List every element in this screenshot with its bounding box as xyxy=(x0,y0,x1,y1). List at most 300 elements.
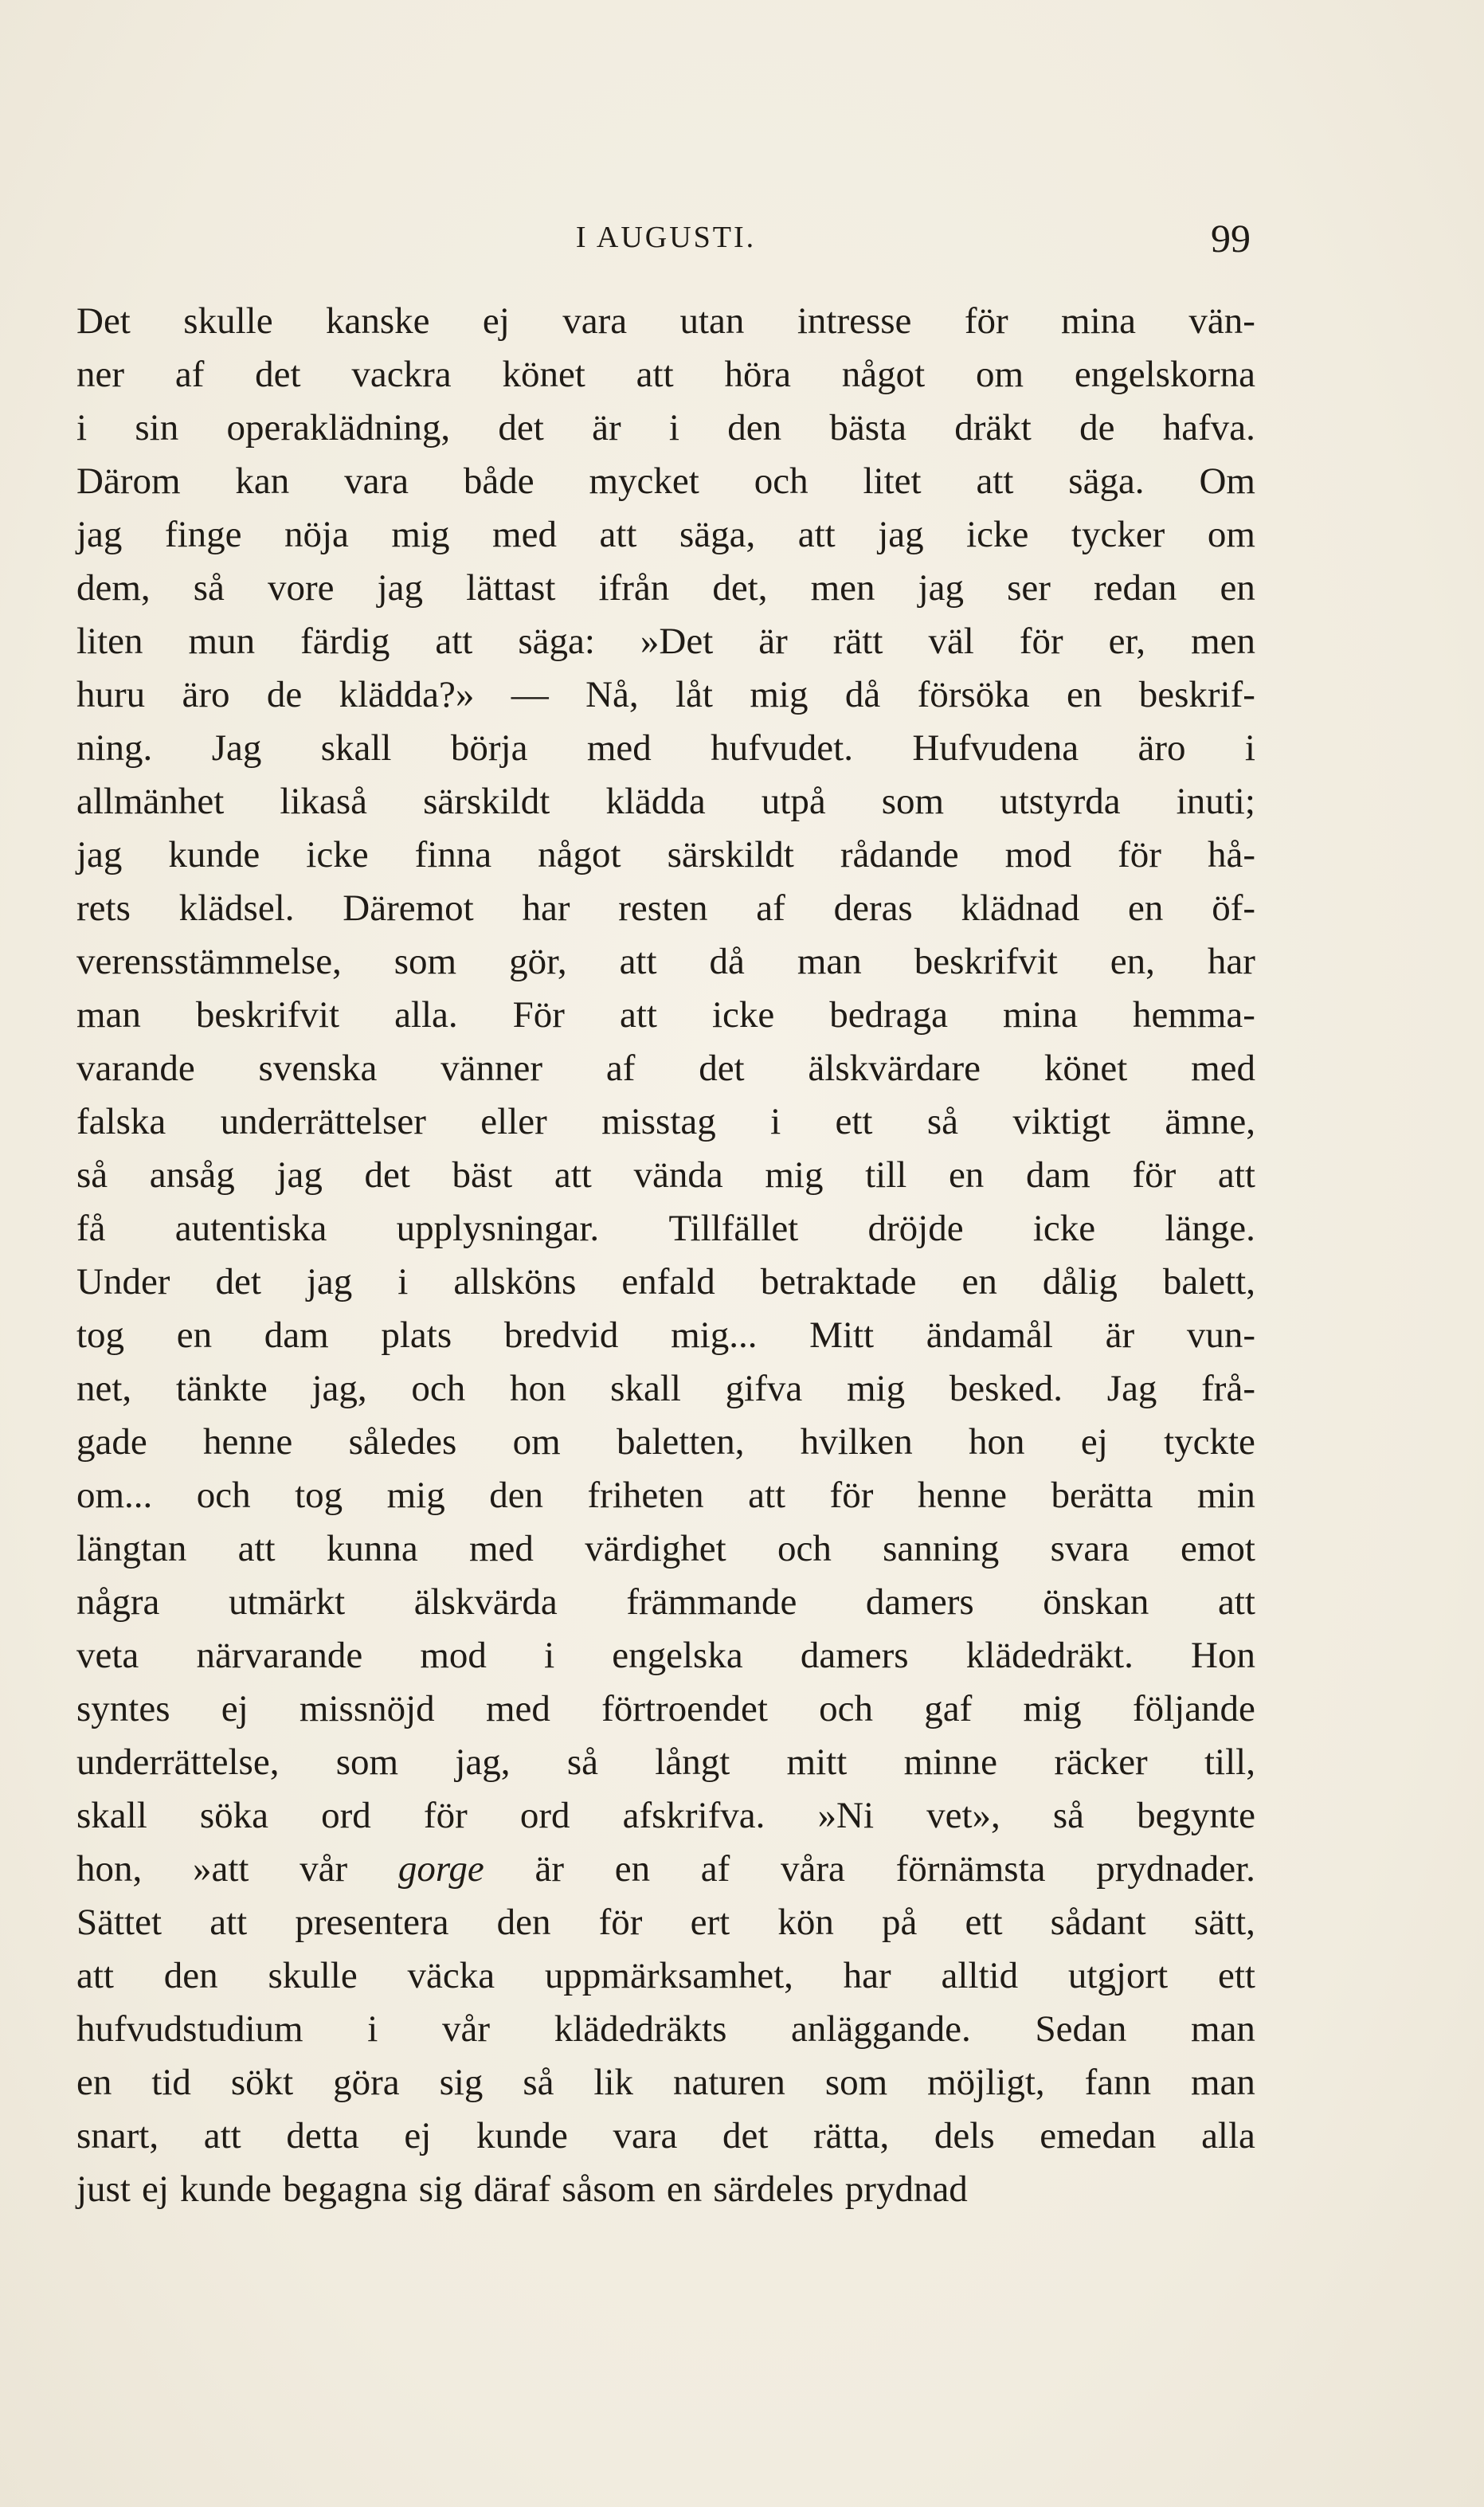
word: ett xyxy=(1218,1955,1255,1996)
word: ord xyxy=(321,1795,371,1836)
text-line xyxy=(76,1736,1255,1789)
word: följande xyxy=(1132,1688,1255,1729)
word: balett, xyxy=(1162,1261,1255,1302)
word: låt xyxy=(675,674,713,715)
text-line xyxy=(76,828,1255,882)
word: om xyxy=(512,1421,561,1463)
word: bäst xyxy=(452,1154,513,1196)
word: »Det xyxy=(640,621,714,662)
word: Hufvudena xyxy=(912,727,1079,769)
word: henne xyxy=(203,1421,293,1463)
word: i xyxy=(668,407,679,449)
word: tog xyxy=(76,1314,125,1356)
word: ej xyxy=(482,300,510,342)
word: misstag xyxy=(601,1101,716,1142)
word: att xyxy=(976,460,1014,502)
word: man xyxy=(1191,2008,1255,2050)
word: Därom xyxy=(76,460,181,502)
word: kunde xyxy=(168,834,260,875)
word: uppmärksamhet, xyxy=(544,1955,793,1996)
word: prydnader. xyxy=(1096,1848,1255,1890)
word: i xyxy=(367,2008,378,2050)
word: naturen xyxy=(672,2062,785,2103)
word: gör, xyxy=(509,941,567,982)
word: jag, xyxy=(311,1368,367,1409)
word: Jag xyxy=(211,727,262,769)
word: alltid xyxy=(941,1955,1019,1996)
word: falska xyxy=(76,1101,166,1142)
word: sådant xyxy=(1050,1902,1146,1943)
word: att xyxy=(599,514,637,555)
word: att xyxy=(619,994,657,1036)
word: vara xyxy=(562,300,628,342)
word: ej xyxy=(221,1688,249,1729)
word: dam xyxy=(264,1314,329,1356)
word: kön xyxy=(777,1902,834,1943)
word: dröjde xyxy=(867,1208,964,1249)
word: dålig xyxy=(1042,1261,1118,1302)
word: ifrån xyxy=(598,567,670,609)
word: mod xyxy=(1004,834,1072,875)
word: icke xyxy=(966,514,1029,555)
word: beskrifvit xyxy=(914,941,1058,982)
word: förtroendet xyxy=(601,1688,768,1729)
text-line xyxy=(76,668,1255,722)
word: utstyrda xyxy=(1000,781,1121,822)
text-line xyxy=(76,508,1255,562)
word: med xyxy=(1191,1048,1255,1089)
word: främmande xyxy=(626,1581,797,1623)
word: nöja xyxy=(284,514,349,555)
word: räcker xyxy=(1054,1741,1148,1783)
word: det xyxy=(722,2115,769,2156)
word: och xyxy=(411,1368,466,1409)
word: dels xyxy=(934,2115,995,2156)
word: skulle xyxy=(268,1955,358,1996)
word: rätt xyxy=(832,621,883,662)
word: friheten xyxy=(587,1475,704,1516)
word: lättast xyxy=(466,567,556,609)
word: man xyxy=(797,941,862,982)
word: sig xyxy=(439,2062,484,2103)
page-number: 99 xyxy=(1211,216,1251,260)
text-line xyxy=(76,1682,1255,1736)
text-line xyxy=(76,1149,1255,1202)
word: våra xyxy=(781,1848,845,1890)
word: tid xyxy=(151,2062,191,2103)
word: i xyxy=(544,1635,555,1676)
word: jag xyxy=(918,567,965,609)
word: med xyxy=(469,1528,534,1569)
word: hafva. xyxy=(1162,407,1255,449)
word: har xyxy=(522,887,570,929)
text-line xyxy=(76,775,1255,828)
word: liten xyxy=(76,621,143,662)
word: önskan xyxy=(1043,1581,1149,1623)
word: en xyxy=(666,2168,703,2210)
word: viktigt xyxy=(1012,1101,1111,1142)
word: hufvudstudium xyxy=(76,2008,303,2050)
word: begagna xyxy=(283,2168,408,2210)
word: allmänhet xyxy=(76,781,225,822)
italic-word: gorge xyxy=(397,1848,484,1890)
word: de xyxy=(1079,407,1115,449)
word: Under xyxy=(76,1261,170,1302)
word: den xyxy=(489,1475,544,1516)
word: den xyxy=(727,407,782,449)
word: en xyxy=(76,2062,112,2103)
word: mig xyxy=(1023,1688,1082,1729)
word: minne xyxy=(903,1741,998,1783)
word: könet xyxy=(1043,1048,1128,1089)
text-line xyxy=(76,1522,1255,1576)
text-line xyxy=(76,1469,1255,1522)
word: göra xyxy=(333,2062,400,2103)
word: försöka xyxy=(917,674,1030,715)
word: svenska xyxy=(258,1048,378,1089)
word: henne xyxy=(917,1475,1008,1516)
word: Sättet xyxy=(76,1902,162,1943)
word: hon xyxy=(509,1368,566,1409)
word: färdig xyxy=(300,621,390,662)
word: litet xyxy=(863,460,922,502)
word: äro xyxy=(182,674,230,715)
word: jag xyxy=(76,514,123,555)
word: som xyxy=(881,781,945,822)
word: Hon xyxy=(1191,1635,1255,1676)
text-line xyxy=(76,1843,1255,1896)
word: missnöjd xyxy=(299,1688,435,1729)
word: är xyxy=(534,1848,564,1890)
word: klädedräkt. xyxy=(965,1635,1134,1676)
word: för xyxy=(598,1902,643,1943)
word: ett xyxy=(965,1902,1003,1943)
word: tänkte xyxy=(175,1368,268,1409)
word: kunna xyxy=(326,1528,418,1569)
text-line xyxy=(76,1042,1255,1095)
word: syntes xyxy=(76,1688,170,1729)
word: mun xyxy=(188,621,256,662)
text-line xyxy=(76,882,1255,935)
word: emot xyxy=(1181,1528,1255,1569)
word: äro xyxy=(1137,727,1186,769)
word: säga: xyxy=(518,621,595,662)
word: engelskorna xyxy=(1074,354,1255,395)
word: huru xyxy=(76,674,146,715)
word: en xyxy=(176,1314,213,1356)
text-line xyxy=(76,1416,1255,1469)
word: bredvid xyxy=(503,1314,619,1356)
word: utpå xyxy=(761,781,826,822)
text-line xyxy=(76,1576,1255,1629)
word: engelska xyxy=(612,1635,743,1676)
word: jag xyxy=(377,567,424,609)
word: och xyxy=(754,460,809,502)
word: öf- xyxy=(1212,887,1255,929)
word: vänner xyxy=(441,1048,543,1089)
word: att xyxy=(619,941,657,982)
word: vår xyxy=(300,1848,348,1890)
word: prydnad xyxy=(844,2168,968,2210)
word: för xyxy=(1118,834,1161,875)
word: underrättelser xyxy=(220,1101,426,1142)
word: skall xyxy=(76,1795,147,1836)
word: för xyxy=(1132,1154,1177,1196)
word: tycker xyxy=(1071,514,1165,555)
text-line xyxy=(76,1309,1255,1362)
word: skall xyxy=(320,727,392,769)
word: utan xyxy=(679,300,745,342)
word: skulle xyxy=(183,300,273,342)
word: men xyxy=(1191,621,1255,662)
word: i xyxy=(770,1101,781,1142)
text-line xyxy=(76,348,1255,402)
word: något xyxy=(538,834,621,875)
text-line xyxy=(76,295,1255,348)
word: mig xyxy=(765,1154,824,1196)
word: söka xyxy=(199,1795,269,1836)
word: det xyxy=(699,1048,745,1089)
word: ej xyxy=(404,2115,432,2156)
word: som xyxy=(824,2062,888,2103)
word: och xyxy=(777,1528,832,1569)
word: alla xyxy=(1201,2115,1255,2156)
word: värdighet xyxy=(585,1528,726,1569)
word: det, xyxy=(712,567,768,609)
word: om xyxy=(1207,514,1255,555)
word: en xyxy=(614,1848,651,1890)
word: af xyxy=(700,1848,730,1890)
word: baletten, xyxy=(616,1421,745,1463)
word: presentera xyxy=(295,1902,449,1943)
word: jag, xyxy=(455,1741,511,1783)
word: så xyxy=(193,567,225,609)
word: ämne, xyxy=(1165,1101,1255,1142)
word: af xyxy=(756,887,785,929)
word: vara xyxy=(613,2115,678,2156)
word: plats xyxy=(381,1314,452,1356)
word: damers xyxy=(865,1581,974,1623)
word: jag xyxy=(76,834,123,875)
word: däraf xyxy=(473,2168,551,2210)
word: några xyxy=(76,1581,160,1623)
word: närvarande xyxy=(196,1635,363,1676)
text-line xyxy=(76,2003,1255,2056)
word: finge xyxy=(164,514,242,555)
word: så xyxy=(566,1741,598,1783)
word: Mitt xyxy=(809,1314,875,1356)
word: väl xyxy=(928,621,974,662)
word: en xyxy=(948,1154,985,1196)
word: särdeles xyxy=(713,2168,834,2210)
word: så xyxy=(1052,1795,1085,1836)
word: beskrifvit xyxy=(195,994,340,1036)
word: är xyxy=(1105,1314,1135,1356)
word: långt xyxy=(655,1741,730,1783)
word: för xyxy=(1019,621,1063,662)
word: är xyxy=(592,407,621,449)
word: ert xyxy=(690,1902,730,1943)
text-line xyxy=(76,2109,1255,2163)
word: min xyxy=(1196,1475,1255,1516)
word: höra xyxy=(724,354,791,395)
word: säga. xyxy=(1068,460,1145,502)
word: väcka xyxy=(407,1955,495,1996)
word: den xyxy=(163,1955,218,1996)
word: Om xyxy=(1199,460,1255,502)
word: veta xyxy=(76,1635,139,1676)
text-line xyxy=(76,402,1255,455)
word: att xyxy=(237,1528,276,1569)
word: så xyxy=(926,1101,958,1142)
word: som xyxy=(335,1741,399,1783)
word: svara xyxy=(1050,1528,1130,1569)
word: frå- xyxy=(1201,1368,1255,1409)
word: det xyxy=(215,1261,261,1302)
word: den xyxy=(496,1902,551,1943)
word: kanske xyxy=(325,300,430,342)
word: då xyxy=(709,941,745,982)
word: mig xyxy=(846,1368,906,1409)
running-head xyxy=(76,215,1255,263)
word: Det xyxy=(76,300,131,342)
word: att xyxy=(1217,1581,1255,1623)
word: har xyxy=(843,1955,891,1996)
word: underrättelse, xyxy=(76,1741,280,1783)
word: möjligt, xyxy=(927,2062,1045,2103)
word: för xyxy=(964,300,1008,342)
word: anläggande. xyxy=(791,2008,971,2050)
word: rets xyxy=(76,887,131,929)
word: upplysningar. xyxy=(396,1208,600,1249)
word: att xyxy=(748,1475,786,1516)
word: deras xyxy=(833,887,913,929)
word: mina xyxy=(1002,994,1078,1036)
word: mycket xyxy=(589,460,699,502)
word: afskrifva. xyxy=(622,1795,765,1836)
word: Jag xyxy=(1106,1368,1157,1409)
word: mig xyxy=(391,514,450,555)
word: mig xyxy=(750,674,809,715)
word: man xyxy=(76,994,141,1036)
word: ansåg xyxy=(149,1154,235,1196)
word: operaklädning, xyxy=(226,407,451,449)
word: dem, xyxy=(76,567,151,609)
word: inuti; xyxy=(1176,781,1255,822)
text-line xyxy=(76,615,1255,668)
word: autentiska xyxy=(174,1208,327,1249)
word: med xyxy=(586,727,652,769)
word: mig xyxy=(386,1475,445,1516)
text-line xyxy=(76,455,1255,508)
word: i xyxy=(76,407,88,449)
text-line xyxy=(76,989,1255,1042)
word: icke xyxy=(711,994,775,1036)
text-line xyxy=(76,1362,1255,1416)
word: tyckte xyxy=(1164,1421,1255,1463)
text-line xyxy=(76,562,1255,615)
word: vända xyxy=(633,1154,723,1196)
word: jag xyxy=(306,1261,353,1302)
word: skall xyxy=(610,1368,681,1409)
word: hon, xyxy=(76,1848,143,1890)
word: berätta xyxy=(1051,1475,1153,1516)
word: intresse xyxy=(797,300,912,342)
word: gade xyxy=(76,1421,147,1463)
word: att xyxy=(76,1955,114,1996)
word: särskildt xyxy=(423,781,550,822)
word: Sedan xyxy=(1035,2008,1127,2050)
word: att xyxy=(435,621,473,662)
word: men xyxy=(810,567,875,609)
word: rätta, xyxy=(813,2115,890,2156)
word: mig... xyxy=(671,1314,758,1356)
word: af xyxy=(174,354,205,395)
word: för xyxy=(829,1475,874,1516)
word: tog xyxy=(295,1475,343,1516)
word: — xyxy=(511,674,549,715)
word: att xyxy=(636,354,674,395)
word: »att xyxy=(192,1848,249,1890)
word: om xyxy=(976,354,1024,395)
word: att xyxy=(203,2115,241,2156)
word: ej xyxy=(1080,1421,1108,1463)
word: som xyxy=(394,941,457,982)
word: allsköns xyxy=(453,1261,577,1302)
word: klädda xyxy=(605,781,706,822)
word: just xyxy=(76,2168,131,2210)
word: könet xyxy=(502,354,585,395)
word: längtan xyxy=(76,1528,187,1569)
word: med xyxy=(492,514,557,555)
word: så xyxy=(76,1154,108,1196)
word: begynte xyxy=(1137,1795,1255,1836)
word: icke xyxy=(306,834,369,875)
word: och xyxy=(196,1475,251,1516)
word: klädnad xyxy=(961,887,1080,929)
word: det xyxy=(255,354,301,395)
word: beskrif- xyxy=(1138,674,1255,715)
word: betraktade xyxy=(760,1261,917,1302)
word: vet», xyxy=(926,1795,1000,1836)
word: eller xyxy=(480,1101,547,1142)
word: Däremot xyxy=(343,887,474,929)
word: sig xyxy=(418,2168,463,2210)
word: säga, xyxy=(679,514,756,555)
word: damers xyxy=(800,1635,909,1676)
word: mitt xyxy=(786,1741,848,1783)
word: ej xyxy=(142,2168,169,2210)
word: hå- xyxy=(1207,834,1255,875)
word: emedan xyxy=(1040,2115,1157,2156)
word: i xyxy=(397,1261,409,1302)
word: klädsel. xyxy=(178,887,295,929)
word: en xyxy=(1128,887,1164,929)
word: vän- xyxy=(1188,300,1255,342)
word: och xyxy=(819,1688,874,1729)
word: till xyxy=(865,1154,907,1196)
word: finna xyxy=(414,834,492,875)
word: är xyxy=(758,621,788,662)
word: en xyxy=(1220,567,1255,609)
word: så xyxy=(523,2062,554,2103)
word: ord xyxy=(519,1795,570,1836)
word: för xyxy=(423,1795,468,1836)
word: vår xyxy=(442,2008,491,2050)
word: älskvärda xyxy=(413,1581,558,1623)
word: det xyxy=(498,407,544,449)
word: hvilken xyxy=(800,1421,913,1463)
